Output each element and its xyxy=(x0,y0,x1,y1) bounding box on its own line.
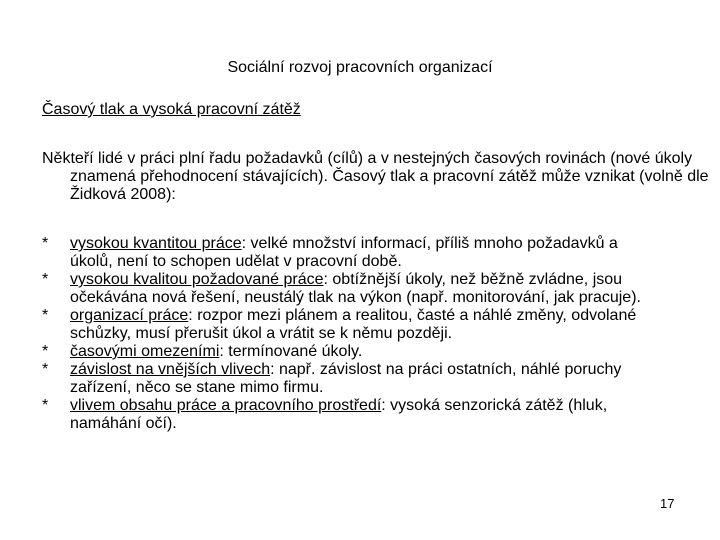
list-item xyxy=(42,343,652,361)
list-item-term: organizací práce xyxy=(70,307,189,324)
list-item-text: : rozpor mezi plánem a realitou, časté a náhlé změny, odvolané schůzky, musí přerušit úkol a vrátit se k němu později. xyxy=(70,307,637,342)
list-item-term: časovými omezeními xyxy=(70,343,220,360)
list-item xyxy=(42,361,652,397)
list-item xyxy=(42,397,652,433)
bullet-icon: * xyxy=(42,343,49,360)
list-item-text: : obtížnější úkoly, než běžně zvládne, jsou očekávána nová řešení, neustálý tlak na výkon (např. monitorování, jak pracuje). xyxy=(70,271,641,306)
bullet-icon: * xyxy=(42,397,49,414)
bullet-icon: * xyxy=(42,271,49,288)
intro-paragraph: Někteří lidé v práci plní řadu požadavků (cílů) a v nestejných časových rovinách (nové úkoly znamená přehodnocení stávajících). Časový tlak a pracovní zátěž může vznikat (volně dle Židková 2008): xyxy=(42,150,709,203)
list-item-term: závislost na vnějších vlivech xyxy=(70,361,271,378)
list-item-term: vysokou kvantitou práce xyxy=(70,235,242,252)
list-item xyxy=(42,271,652,307)
list-item-term: vysokou kvalitou požadované práce xyxy=(70,271,324,288)
list-item-text: : vysoká senzorická zátěž (hluk, namáhání očí). xyxy=(70,397,608,432)
list-item-text: : termínované úkoly. xyxy=(219,343,363,360)
slide-subtitle: Časový tlak a vysoká pracovní zátěž xyxy=(42,101,301,118)
list-item xyxy=(42,307,652,343)
slide-title: Sociální rozvoj pracovních organizací xyxy=(227,59,493,76)
pressure-sources-list xyxy=(42,235,652,433)
list-item-text: : velké množství informací, příliš mnoho požadavků a úkolů, není to schopen udělat v pracovní době. xyxy=(70,235,618,270)
page-number: 17 xyxy=(660,496,675,511)
list-item-text: : např. závislost na práci ostatních, náhlé poruchy zařízení, něco se stane mimo firmu. xyxy=(70,361,622,396)
list-item xyxy=(42,235,652,271)
bullet-icon: * xyxy=(42,361,49,378)
bullet-icon: * xyxy=(42,307,49,324)
list-item-term: vlivem obsahu práce a pracovního prostředí xyxy=(70,397,382,414)
bullet-icon: * xyxy=(42,235,49,252)
